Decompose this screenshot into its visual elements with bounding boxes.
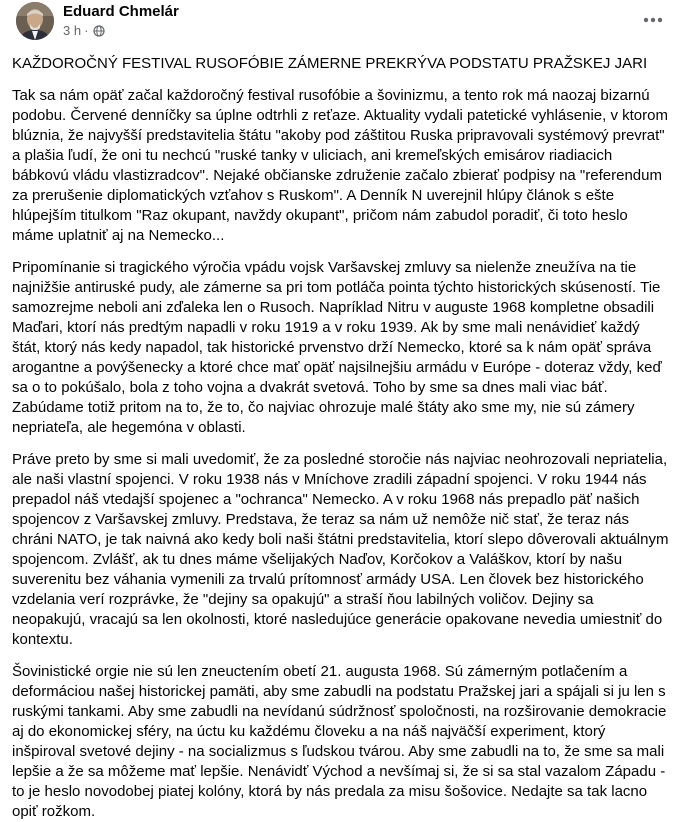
avatar[interactable] (16, 2, 54, 40)
post-paragraph: Tak sa nám opäť začal každoročný festival rusofóbie a šovinizmu, a tento rok má naozaj bizarnú podobu. Červené denníčky sa úplne odtrhli z reťaze. Aktuality vydali patetické vyhlásenie, v ktorom blúznia, že najvyšší predstavitelia štátu "akoby pod záštitou Ruska pripravovali systémový prevrat" a plašia ľudí, že oni tu nechcú "ruské tanky v uliciach, ani kremeľských emisárov riadiacich bábkovú vládu vlastizradcov". Nejaké občianske združenie začalo zbierať podpisy na "referendum za prerušenie diplomatických vzťahov s Ruskom". A Denník N uverejnil hlúpy článok s ešte hlúpejším titulkom "Raz okupant, navždy okupant", pričom nám zabudol poradiť, či toto heslo máme uplatniť aj na Nemecko... (12, 87, 668, 244)
meta-separator: · (84, 23, 89, 38)
more-options-button[interactable] (639, 8, 667, 32)
post-paragraph: Šovinistické orgie nie sú len zneuctením obetí 21. augusta 1968. Sú zámerným potlačením a deformáciou našej historickej pamäti, aby sme zabudli na podstatu Pražskej jari a spájali si ju len s ruskými tankami. Aby sme zabudli na nevídanú súdržnosť spoločnosti, na rozširovanie demokracie aj do ekonomickej sféry, na úctu ku každému človeku a na náš najväčší experiment, ktorý inšpiroval svetové dejiny - na socializmus s ľudskou tvárou. Aby sme zabudli na to, že sme sa mali lepšie a že sa môžeme mať lepšie. Nenávidť Východ a nevšímaj si, že si sa stal vazalom Západu - to je heslo novodobej piatej kolóny, ktorá by nás predala za misu šošovice. Nedajte sa tak lacno opiť rožkom. (12, 663, 667, 820)
avatar-image (16, 2, 54, 40)
post-title: KAŽDOROČNÝ FESTIVAL RUSOFÓBIE ZÁMERNE PREKRÝVA PODSTATU PRAŽSKEJ JARI (12, 55, 648, 72)
post-body (8, 46, 675, 822)
post-paragraph: Pripomínanie si tragického výročia vpádu vojsk Varšavskej zmluvy sa nielenže zneužíva na tie najnižšie antiruské pudy, ale zámerne sa pri tom potláča pointa týchto historických skúseností. Tie samozrejme neboli ani zďaleka len o Rusoch. Napríklad Nitru v auguste 1968 kompletne obsadili Maďari, ktorí nás predtým napadli v roku 1919 a v roku 1939. Ak by sme mali nenávidieť každý štát, ktorý nás kedy napadol, tak historické prvenstvo drží Nemecko, ktoré sa k nám opäť správa arogantne a povýšenecky a ktoré chce mať opäť najsilnejšiu armádu v Európe - doteraz vždy, keď sa o to pokúšalo, bola z toho vojna a dvakrát svetová. Toho by sme sa dnes mali viac báť. Zabúdame totiž pritom na to, že to, čo najviac ohrozuje malé štáty ako sme my, nie sú zámery nepriateľa, ale hegemóna v oblasti. (12, 259, 662, 436)
post-paragraph: Práve preto by sme si mali uvedomiť, že za posledné storočie nás najviac neohrozovali nepriatelia, ale naši vlastní spojenci. V roku 1938 nás v Mníchove zradili západní spojenci. V roku 1944 nás prepadol náš vtedajší spojenec a "ochranca" Nemecko. A v roku 1968 nás prepadlo päť našich spojencov z Varšavskej zmluvy. Predstava, že teraz sa nám už nemôže nič stať, že teraz nás chráni NATO, je tak naivná ako kedy boli naši štátni predstavitelia, ktorí slepo dôverovali aktuálnym spojencom. Zvlášť, ak tu dnes máme všelijakých Naďov, Korčokov a Valáškov, ktorí by našu suverenitu bez váhania vymenili za trvalú prítomnosť armády USA. Len človek bez historického vzdelania verí rozprávke, že "dejiny sa opakujú" a straší ňou labilných voličov. Dejiny sa neopakujú, vracajú sa len okolnosti, ktoré nasledujúce generácie opakovane nevedia umiestniť do kontextu. (12, 451, 669, 648)
post-meta (63, 23, 105, 38)
post-header (8, 0, 675, 46)
author-name[interactable]: Eduard Chmelár (63, 3, 179, 20)
globe-icon[interactable] (93, 25, 105, 37)
more-horizontal-icon (643, 17, 663, 23)
post-timestamp[interactable]: 3 h (63, 23, 82, 38)
